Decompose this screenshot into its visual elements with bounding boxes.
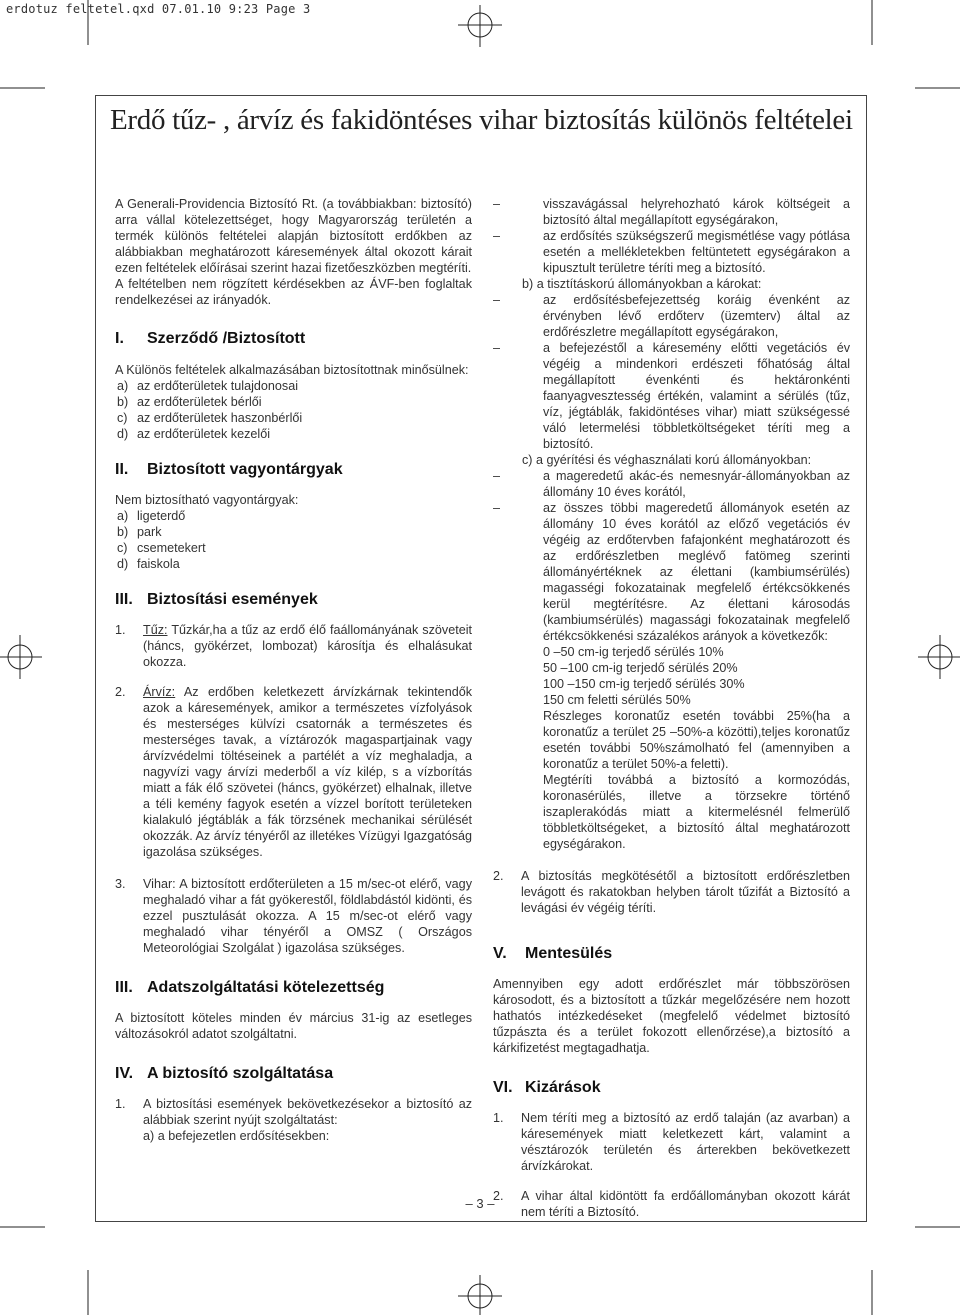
exclusion-item [493,1110,850,1174]
extra-cost-text: Megtéríti továbbá a biztosító a kormozódás, koronasérülés, illetve a törzsekre történő iszaplerakódás miatt a kitermelésnél felmerülő többletköltségeket, a biztosító által meghatározott egységárakon. [543,773,850,851]
list-item [117,410,472,426]
excluded-assets-list [115,508,472,572]
list-text: ligeterdő [137,509,186,523]
list-text: az erdőterületek kezelői [137,427,271,441]
damage-ranges [493,644,850,708]
section-title: Mentesülés [525,945,613,962]
item-text: A biztosított erdőterületen a 15 m/sec-ot elérő, vagy meghaladó vihar a fát gyökerestől, földlabdástól kidönti, és ezzel pusztulását okozza. A 15 m/sec-ot elérő vagy meghaladó vihar tényéről a OMSZ ( Országos Meteorológiai Szolgálat ) igazolása szükséges. [143,877,472,955]
item-number: 2. [493,869,504,883]
item-text: Tűzkár,ha a tűz az erdő élő faállományának szöveteit (háncs, gyökérzet, lombozat) károsítja és elhalásukat okozza. [143,623,472,669]
section-heading [115,978,472,998]
section-title: Szerződő /Biztosított [147,330,306,347]
dash-text: a mageredetű akác-és nemesnyár-állományokban az állomány 10 éves korától, [543,469,850,499]
item-number: 1. [493,1111,504,1125]
dash-text: visszavágással helyrehozható károk költségeit a biztosító által megállapított egységárakon, [543,197,850,227]
right-column [493,196,850,1220]
item-number: 3. [115,877,126,891]
list-label: b) [117,525,129,539]
range-line: 0 –50 cm-ig terjedő sérülés 10% [543,645,724,659]
dash-text: az összes többi mageredetű állományok esetén az állomány 10 éves korától az előző vegetációs év végéig az erdőtervben fafajonként meghatározott és az erdőrészletben meglévő fatömeg szerinti állományértéknek az élettani (kambiumsérülés) magasségi fokozatainak megfelelő értékcsökkenés kerül megtérítésre. Az élettani károsodás (kambiumsérülés) magassági fokozatainak megfelelő értékcsökkenési százalékos arányok a következők: [543,501,850,643]
section-heading [115,460,472,480]
list-text: faiskola [137,557,180,571]
section-heading [115,590,472,610]
section-number: VI. [493,1079,513,1096]
dash-item: – a mageredetű akác-és nemesnyár-állományokban az állomány 10 éves korától, [493,469,850,499]
section-number: I. [115,330,124,347]
item-text: Nem téríti meg a biztosító az erdő talaján (az avarban) a káresemények miatt keletkezett kárt, valamint a vésztározók területén és árterekben bekövetkezett árvízkárokat. [521,1111,850,1173]
list-label: d) [117,427,129,441]
dash-text: a befejezéstől a káresemény előtti vegetációs év végéig a mindenkori erdészeti főhatóság által megállapított évenkénti és hektáronkénti faanyagvesztesség értékén, valamint a sérülés (tűz, víz, jégtáblák, fakidöntéses vihar) miatt szükségessé váló letermelési többletköltségeket téríti meg a biztosító. [543,341,850,451]
list-item [117,508,472,524]
intro-paragraph: A feltételben nem rögzített kérdésekben az ÁVF-ben foglaltak rendelkezései az irányadók. [115,277,472,307]
event-item-storm [115,876,472,956]
item-term: Árvíz: [143,685,176,699]
dash-item: – az összes többi mageredetű állományok esetén az állomány 10 éves korától az előző vegetációs év végéig az erdőtervben fafajonként meghatározott és az erdőrészletben meglévő fatömeg szerinti állományértéknek az élettani (kambiumsérülés) magasségi fokozatainak megfelelő értékcsökkenés kerül megtérítésre. Az élettani károsodás (kambiumsérülés) magassági fokozatainak megfelelő értékcsökkenési százalékos arányok a következők: [493,501,850,643]
dash-item: – a befejezéstől a káresemény előtti vegetációs év végéig a mindenkori erdészeti főhatóság által megállapított évenkénti és hektáronkénti faanyagvesztesség értékén, valamint a sérülés (tűz, víz, jégtáblák, fakidöntéses vihar) miatt szükségessé váló letermelési többletköltségeket téríti meg a biztosító. [493,341,850,451]
insured-list [115,378,472,442]
item-number: 1. [115,1097,126,1111]
range-line: 100 –150 cm-ig terjedő sérülés 30% [543,677,745,691]
item-body [143,622,472,670]
range-line: 50 –100 cm-ig terjedő sérülés 20% [543,661,738,675]
section-title: Biztosítási események [147,591,318,608]
item-text: A biztosítás megkötésétől a biztosított erdőrészletben levágott és rakatokban helyben tárolt tűzifát a Biztosító a levágási év végéig téríti. [521,869,850,915]
service-item [493,868,850,916]
item-text: A vihar által kidöntött fa erdőállományban okozott kárát nem téríti a Biztosító. [521,1189,850,1219]
item-sub-text: a) a befejezetlen erdősítésekben: [143,1129,330,1143]
list-text: csemetekert [137,541,206,555]
list-label: d) [117,557,129,571]
print-slug: erdotuz feltetel.qxd 07.01.10 9:23 Page 3 [6,2,311,16]
left-column [115,196,472,1144]
section-lead: A Különös feltételek alkalmazásában biztosítottnak minősülnek: [115,363,469,377]
service-item [115,1096,472,1144]
subsection-lead: c) a gyérítési és véghasználati korú állományokban: [522,453,812,467]
section-heading [115,329,472,349]
item-body [143,876,472,956]
section-title: A biztosító szolgáltatása [147,1065,334,1082]
list-text: az erdőterületek tulajdonosai [137,379,299,393]
section-title: Kizárások [525,1079,601,1096]
range-line: 150 cm feletti sérülés 50% [543,693,691,707]
list-item [117,556,472,572]
section-number: IV. [115,1065,134,1082]
item-term: Tűz: [143,623,168,637]
list-label: a) [117,509,129,523]
item-body [143,684,472,860]
item-term: Vihar: [143,877,176,891]
list-item [117,426,472,442]
section-number: III. [115,979,133,996]
list-text: az erdőterületek haszonbérlői [137,411,303,425]
document-title: Erdő tűz- , árvíz és fakidöntéses vihar biztosítás különös feltételei [110,104,853,136]
section-number: III. [115,591,133,608]
section-paragraph: Amennyiben egy adott erdőrészlet már többszörösen károsodott, és a biztosított a tűzkár megelőzésére nem hozott hathatós intézkedéseket (megfelelő védelmet biztosító tűzpászta és a terület fokozott ellenőrzése),a biztosító a kárkifizetést megtagadhatja. [493,977,850,1055]
section-number: II. [115,461,129,478]
item-number: 2. [115,685,126,699]
list-item [117,378,472,394]
subsection-lead: b) a tisztításkorú állományokban a károkat: [522,277,762,291]
list-label: c) [117,541,128,555]
list-item [117,394,472,410]
item-body [143,1096,472,1144]
list-label: a) [117,379,129,393]
section-lead: Nem biztosítható vagyontárgyak: [115,493,299,507]
section-title: Biztosított vagyontárgyak [147,461,343,478]
dash-text: az erdősítésbefejezettség koráig évenként az érvényben lévő erdőterv (üzemterv) által az erdőrészletre megállapított egységárakon, [543,293,850,339]
dash-item: – az erdősítésbefejezettség koráig évenként az érvényben lévő erdőterv (üzemterv) által az erdőrészletre megállapított egységárakon, [493,293,850,339]
item-text: A biztosítási események bekövetkezésekor a biztosító az alábbiak szerint nyújt szolgáltatást: [143,1097,472,1127]
list-text: park [137,525,162,539]
dash-text: az erdősítés szükségszerű megismétlése vagy pótlása esetén a mellékletekben feltüntetett egységárakon a kipusztult területre téríti meg a biztosító. [543,229,850,275]
event-item-fire [115,622,472,670]
dash-item: – visszavágással helyrehozható károk költségeit a biztosító által megállapított egységárakon, [493,197,850,227]
list-item [117,524,472,540]
dash-item: – az erdősítés szükségszerű megismétlése vagy pótlása esetén a mellékletekben feltüntetett egységárakon a kipusztult területre téríti meg a biztosító. [493,229,850,275]
item-number: 1. [115,623,126,637]
section-heading [493,1078,850,1098]
section-title: Adatszolgáltatási kötelezettség [147,979,385,996]
list-item [117,540,472,556]
list-label: c) [117,411,128,425]
section-number: V. [493,945,507,962]
section-heading [115,1064,472,1084]
intro-paragraph: A Generali-Providencia Biztosító Rt. (a továbbiakban: biztosító) arra vállal kötelezettséget, hogy Magyarország területén a termék különös feltételei alapján biztosított erdőkben az alábbiakban meghatározott káresemények által okozott kárait ezen feltételek előírásai szerint hazai fizetőeszközben megtéríti. [115,197,472,275]
list-text: az erdőterületek bérlői [137,395,262,409]
section-paragraph: A biztosított köteles minden év március 31-ig az esetleges változásokról adatot szolgáltatni. [115,1011,472,1041]
list-label: b) [117,395,129,409]
partial-crown-fire-text: Részleges koronatűz esetén további 25%(ha a koronatűz a terület 25 –50%-a közötti),teljes koronatűz esetén további 50%számolható fel (amennyiben a koronatűz a terület 50%-a feletti). [543,709,850,771]
page-number: – 3 – [465,1196,495,1211]
item-number: 2. [493,1189,504,1203]
section-heading [493,944,850,964]
event-item-flood [115,684,472,860]
item-text: Az erdőben keletkezett árvízkárnak tekintendők azok a káresemények, amikor a természetes vízfolyások és mesterséges külvízi csatornák a természetes és mesterséges tavak, a víztározók magaspartjainak vagy árvízvédelmi töltéseinek a partélét a víz meghaladja, a nagyvízi vagy árvízi mederből a víz kilép, s a vízborítás miatt a fák élő szövetei (háncs, gyökérzet) elhalnak, illetve a téli kemény fagyok esetén a vízzel borított területeken kialakuló jégtáblák a fák törzsének mechanikai sérülését okozzák. Az árvíz tényéről az illetékes Vízügyi Igazgatóság igazolása szükséges. [143,685,473,859]
